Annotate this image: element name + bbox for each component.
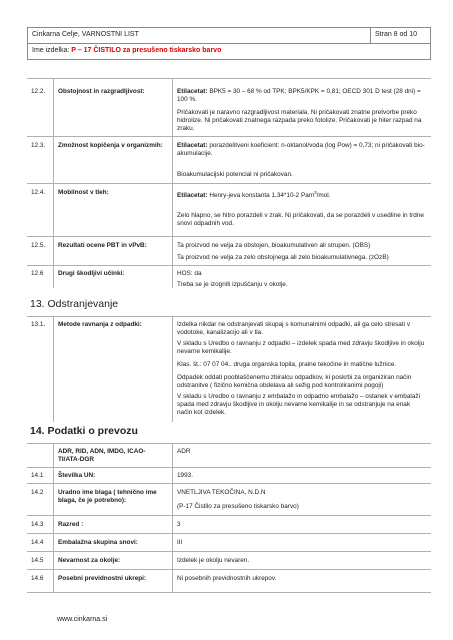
row-number: 12.5.: [31, 242, 46, 249]
row-label: Zmožnost kopičenja v organizmih:: [58, 142, 163, 149]
row-number: 14.5: [31, 557, 44, 564]
product-prefix: Ime izdelka:: [32, 47, 72, 54]
divider: [27, 483, 431, 484]
doc-header: [27, 27, 431, 44]
section-title: 14. Podatki o prevozu: [30, 425, 138, 437]
transport-head-value: ADR: [177, 448, 191, 455]
row-label: Rezultati ocene PBT in vPvB:: [58, 242, 147, 249]
row-text: HOS: da: [177, 270, 202, 277]
substance-name: Etilacetat:: [177, 192, 208, 200]
row-number: 12.3.: [31, 142, 46, 149]
transport-head-label: ADR, RID, ADN, IMDG, ICAO-TI/ATA-DGR: [58, 448, 146, 463]
section-title: 13. Odstranjevanje: [30, 298, 119, 310]
row-number: 14.6: [31, 575, 44, 582]
product-name: P – 17 ČISTILO za presušeno tiskarsko barvo: [71, 47, 222, 54]
row-text: Pričakovati je naravno razgradljivost materiala. Ni pričakovati znatne pretvorbe preko hidrolize. Ni pričakovati znatnega razpada preko fotolize. Pričakovati je hiter razpad na zraku.: [177, 109, 422, 132]
header-divider: [370, 28, 371, 43]
row-text-part: Henry-jeva konstanta 1,34*10-2 Pam: [207, 192, 315, 200]
divider: [27, 236, 431, 237]
row-number: 12.6: [31, 270, 44, 277]
row-text: Zelo hlapno, se hitro porazdeli v zrak. Ni pričakovati, da se porazdeli v usedline in trdne snovi odpadnih vod.: [177, 212, 424, 227]
row-text-part: /mol.: [316, 192, 331, 200]
substance-name: Etilacetat:: [177, 88, 208, 95]
divider: [27, 265, 431, 266]
row-value: Ni posebnih previdnostnih ukrepov.: [177, 575, 277, 582]
divider: [172, 316, 173, 422]
row-number: 13.1.: [31, 321, 46, 328]
row-text: [177, 142, 427, 158]
row-label: Nevarnost za okolje:: [58, 557, 121, 564]
row-number: 12.4.: [31, 189, 46, 196]
divider: [53, 316, 54, 422]
divider: [27, 78, 431, 79]
paragraph: V skladu s Uredbo o ravnanju z embalažo in odpadno embalažo – ostanek v embalaži spada med zdravju škodljive in okolju nevarne kemikalije in se odstranjuje na enak način kot izdelek.: [177, 393, 420, 416]
row-value: 3: [177, 521, 181, 528]
row-label: Embalažna skupina snovi:: [58, 539, 138, 546]
divider: [27, 515, 431, 516]
row-text: Ta proizvod ne velja za obstojen, bioakumulativen ali strupen. (OBS): [177, 242, 371, 249]
row-label: Uradno ime blaga ( tehnično ime blaga, če je potrebno):: [58, 489, 157, 504]
product-label: [32, 47, 221, 54]
row-label: Razred :: [58, 521, 84, 528]
product-header: [27, 44, 431, 60]
divider: [27, 316, 431, 317]
row-label: Posebni previdnostni ukrepi:: [58, 575, 147, 582]
paragraph: Odpadek oddati pooblaščenemu zbiralcu odpadkov, ki poskrbi za organiziran način odstranitve ( fizično kemična obdelava ali sežig pod kontroliranimi pogoji): [177, 374, 412, 389]
row-text: Treba se je izogniti izpuščanju v okolje.: [177, 281, 288, 288]
row-label: Drugi škodljivi učinki:: [58, 270, 125, 277]
paragraph: Klas. št.: 07 07 04.. druga organska topila, pralne tekočine in matične lužnice.: [177, 361, 397, 368]
row-label: Obstojnost in razgradljivost:: [58, 88, 145, 95]
row-label: Številka UN:: [58, 472, 96, 479]
divider: [27, 136, 431, 137]
row-number: 14.4: [31, 539, 44, 546]
divider: [27, 533, 431, 534]
divider: [27, 592, 431, 593]
footer-url[interactable]: www.cinkarna.si: [57, 616, 108, 623]
substance-name: Etilacetat:: [177, 142, 208, 149]
row-text: [177, 189, 427, 200]
row-number: 14.2: [31, 489, 44, 496]
row-text: Bioakumulacijski potencial ni pričakovan.: [177, 171, 293, 178]
divider: [27, 443, 431, 444]
row-number: 14.3: [31, 521, 44, 528]
row-value: III: [177, 539, 183, 546]
row-text-part: BPK5 = 30 – 68 % od TPK; BPK5/KPK = 0,81; OECD 301 D test (28 dni) = 100 %.: [177, 88, 421, 103]
paragraph: V skladu s Uredbo o ravnanju z odpadki – izdelek spada med zdravju škodljive in okolju nevarne kemikalije.: [177, 340, 425, 355]
row-text-part: porazdelitveni koeficient: n-oktanol/voda (log Pow) = 0,73; ni pričakovati bio-akumulacije.: [177, 142, 425, 157]
divider: [27, 183, 431, 184]
row-value: 1993.: [177, 472, 193, 479]
row-value: (P-17 Čistilo za presušeno tiskarsko barvo): [177, 503, 299, 510]
row-text: Ta proizvod ne velja za zelo obstojnega ali zelo bioakumulativnega. (zOzB): [177, 254, 389, 261]
divider: [27, 569, 431, 570]
row-value: VNETLJIVA TEKOČINA, N.D.N: [177, 489, 266, 496]
company-name: Cinkarna Celje, VARNOSTNI LIST: [32, 31, 139, 38]
row-label: Metode ravnanja z odpadki:: [58, 321, 142, 328]
row-text: [177, 88, 427, 104]
row-number: 12.2.: [31, 88, 46, 95]
page-number: Stran 8 od 10: [375, 31, 418, 38]
paragraph: Izdelka nikdar ne odstranjevati skupaj s komunalnimi odpadki, ali ga celo stresati v vodotoke, kanalizacijo ali v tla.: [177, 321, 411, 336]
row-label: Mobilnost v tleh:: [58, 189, 109, 196]
superscript: 3: [314, 190, 317, 195]
divider: [27, 467, 431, 468]
divider: [27, 551, 431, 552]
row-value: Izdelek je okolju nevaren.: [177, 557, 250, 564]
row-number: 14.1: [31, 472, 44, 479]
